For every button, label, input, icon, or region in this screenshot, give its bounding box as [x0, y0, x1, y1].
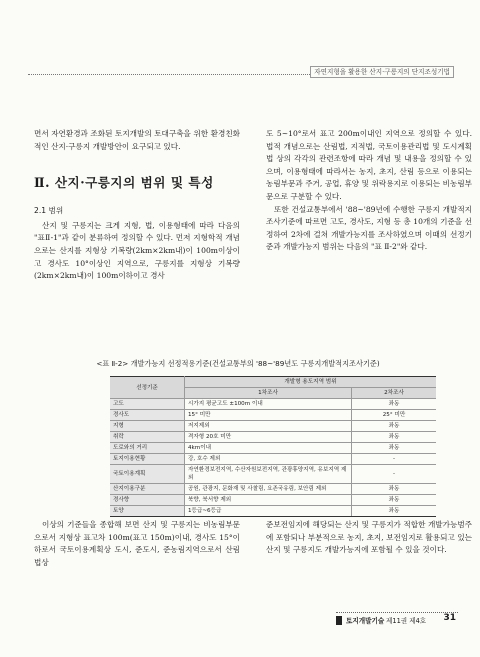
table-row: [110, 443, 436, 454]
left-column: [34, 128, 240, 283]
table-row: [110, 484, 436, 495]
row-criteria: 지형: [110, 421, 185, 432]
table-caption: <표 Ⅱ-2> 개발가능지 선정적용기준(건설교통부의 '88~'89년도 구릉지개발적지조사기준): [96, 359, 380, 368]
table-row: [110, 399, 436, 410]
header-first: 1차조사: [185, 388, 352, 399]
footer-marker: [336, 616, 342, 625]
bottom-right-column: [266, 519, 472, 557]
row-second: 좌동: [352, 432, 437, 443]
table-row: [110, 410, 436, 421]
row-criteria: 토양: [110, 506, 185, 517]
row-second: 좌동: [352, 399, 437, 410]
body-paragraph: 이상의 기준들을 종합해 보면 산지 및 구릉지는 비농림부문으로서 지형상 표고차 100m(표고 150m)이내, 경사도 15°이하로서 국토이용계획상 도시, 준도시, 준농림지역으로서 산림법상: [34, 520, 240, 567]
right-column: [266, 128, 472, 254]
row-first: 격자형 20호 미만: [185, 432, 352, 443]
body-paragraph: 준보전임지에 해당되는 산지 및 구릉지가 적합한 개발가능범주에 포함되나 부분적으로 농지, 초지, 보전임지로 활용되고 있는 산지 및 구릉지도 개발가능지에 포함될 수 있을 것이다.: [266, 520, 472, 555]
row-criteria: 고도: [110, 399, 185, 410]
row-second: 좌동: [352, 421, 437, 432]
row-second: -: [352, 465, 437, 484]
header-range: 개발형 용도지역 범위: [185, 377, 437, 388]
body-paragraph: 산지 및 구릉지는 크게 지형, 법, 이용형태에 따라 다음의 "표Ⅱ-1"과 같이 분류하여 정의할 수 있다. 먼저 지형학적 개념으로는 산지를 지형상 기복량(2km×2km내)이 100m이상이고 경사도 10°이상인 지역으로, 구릉지를 지형상 기복량(2km×2km내)이 100m이하이고 경사: [34, 220, 240, 281]
issue-label: 제11권 제4호: [386, 617, 427, 625]
criteria-table: [110, 376, 436, 517]
page-footer: [336, 612, 458, 623]
body-paragraph: 도 5~10°로서 표고 200m이내인 지역으로 정의할 수 있다. 법적 개념으로는 산림법, 지적법, 국토이용관리법 및 도시계획법 상의 각각의 관련조항에 따라 개념 및 내용을 정의할 수 있으며, 이용형태에 따라서는 농지, 초지, 산림 등으로 이용되는 농림부문과 주거, 공업, 휴양 및 위락용지로 이용되는 비농림부문으로 구분할 수 있다.: [266, 129, 472, 201]
row-first: 공원, 관광지, 문화재 및 사찰림, 요존국유림, 보안림 제외: [185, 484, 352, 495]
subsection-title: 2.1 범위: [34, 206, 64, 216]
table-row: [110, 454, 436, 465]
table-row: [110, 465, 436, 484]
row-second: 25° 미만: [352, 410, 437, 421]
row-first: 4km이내: [185, 443, 352, 454]
table-row: [110, 495, 436, 506]
running-title: 자연지형을 활용한 산지·구릉지의 단지조성기법: [310, 66, 454, 78]
page-number: 31: [443, 613, 456, 623]
row-criteria: 국토이용계획: [110, 465, 185, 484]
body-paragraph: 또한 건설교통부에서 '88~'89년에 수행한 구릉지 개발적지조사기준에 따르면 고도, 경사도, 지형 등 총 10개의 기준을 선정하여 2차에 걸쳐 개발가능지를 조사하였으며 이때의 선정기준과 개발가능지 범위는 다음의 "표 Ⅱ-2"와 같다.: [266, 204, 472, 252]
row-second: 좌동: [352, 506, 437, 517]
row-first: 강, 호수 제외: [185, 454, 352, 465]
row-criteria: 토지이용현황: [110, 454, 185, 465]
intro-paragraph: 면서 자연환경과 조화된 토지개발의 토대구축을 위한 환경친화적인 산지·구릉지 개발방안이 요구되고 있다.: [34, 129, 240, 151]
table-row: [110, 421, 436, 432]
section-title: Ⅱ. 산지·구릉지의 범위 및 특성: [34, 175, 214, 191]
row-criteria: 도로와의 거리: [110, 443, 185, 454]
row-criteria: 경사향: [110, 495, 185, 506]
row-second: -: [352, 454, 437, 465]
header-criteria: 선정기준: [110, 377, 185, 399]
row-first: 15° 미만: [185, 410, 352, 421]
bottom-left-column: [34, 519, 240, 569]
row-first: 1등급~6등급: [185, 506, 352, 517]
table-row: [110, 506, 436, 517]
header-second: 2차조사: [352, 388, 437, 399]
row-first: 시가지 평균고도 ±100m 이내: [185, 399, 352, 410]
journal-name: 토지개발기술: [346, 617, 385, 625]
row-second: 좌동: [352, 495, 437, 506]
row-criteria: 경사도: [110, 410, 185, 421]
row-first: 북향, 북서향 제외: [185, 495, 352, 506]
row-criteria: 취락: [110, 432, 185, 443]
row-second: 좌동: [352, 484, 437, 495]
row-first: 자연환경보전지역, 수산자원보전지역, 관광휴양지역, 유보지역 제외: [185, 465, 352, 484]
table-row: [110, 432, 436, 443]
row-criteria: 산지이용구분: [110, 484, 185, 495]
row-first: 저지제외: [185, 421, 352, 432]
row-second: 좌동: [352, 443, 437, 454]
